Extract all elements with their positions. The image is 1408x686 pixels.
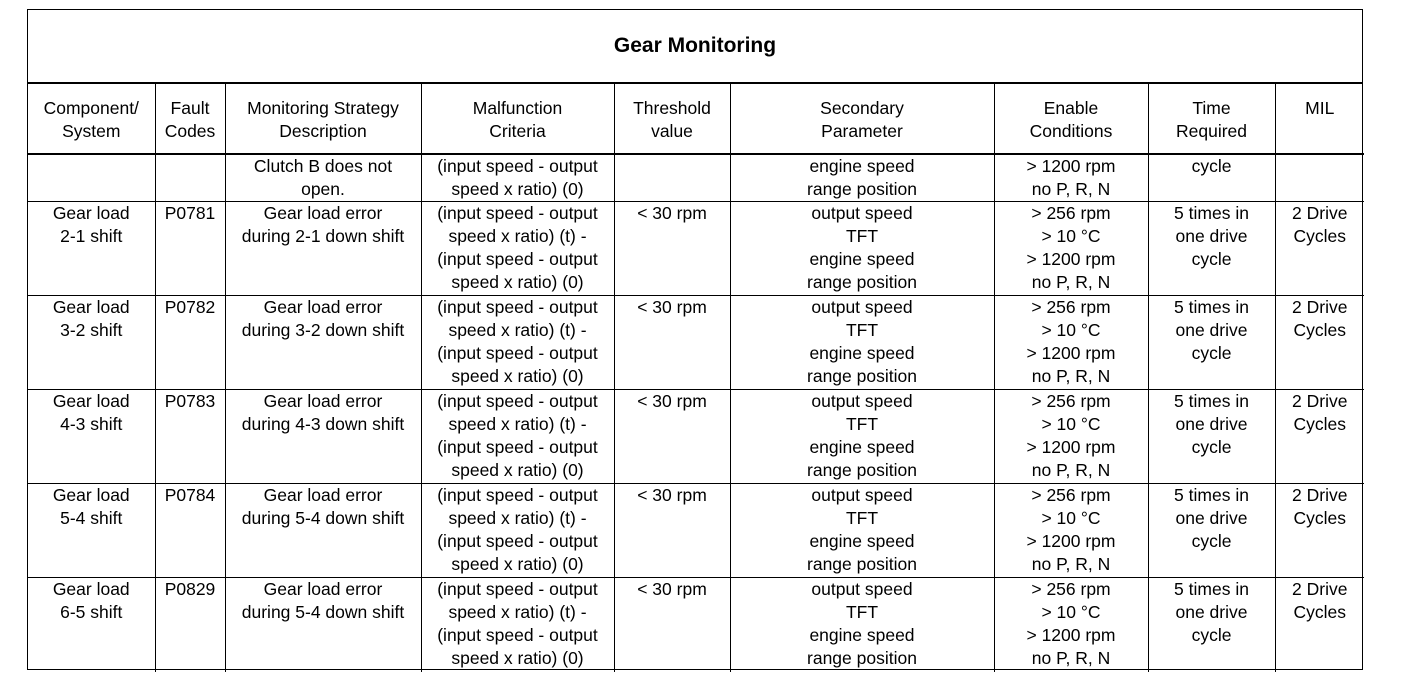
cell-secondary-parameter [730,154,994,202]
cell-mil [1275,484,1364,578]
cell-line: 2 Drive [1292,391,1348,411]
page-title: Gear Monitoring [28,10,1362,84]
cell-line: 2 Drive [1292,579,1348,599]
column-header-component-system [28,84,155,154]
cell-line: output speed [811,203,913,223]
cell-line: P0784 [164,485,216,505]
cell-line: Gear load error [263,485,383,505]
cell-line: 4-3 shift [60,414,123,434]
column-header-line: Description [279,121,367,141]
cell-line: no P, R, N [1031,648,1111,668]
cell-monitoring-strategy [225,484,421,578]
cell-line: range position [807,366,917,386]
cell-malfunction-criteria [421,484,614,578]
cell-line: > 1200 rpm [1026,625,1116,645]
cell-line: cycle [1191,531,1232,551]
cell-line: engine speed [809,249,915,269]
cell-line: one drive [1175,414,1248,434]
cell-line: (input speed - output [437,579,598,599]
cell-mil [1275,202,1364,296]
cell-line: > 1200 rpm [1026,249,1116,269]
cell-line: 5-4 shift [60,508,123,528]
cell-line: open. [301,179,345,199]
cell-line: range position [807,460,917,480]
cell-line: output speed [811,297,913,317]
cell-line: engine speed [809,343,915,363]
cell-mil [1275,154,1364,202]
cell-line: Gear load [52,391,130,411]
cell-line: (input speed - output [437,531,598,551]
cell-component-system [28,578,155,672]
cell-line: TFT [845,508,879,528]
cell-line: 2 Drive [1292,203,1348,223]
cell-secondary-parameter [730,484,994,578]
cell-enable-conditions [994,296,1148,390]
cell-line: during 2-1 down shift [241,226,405,246]
table-row [28,390,1364,484]
cell-line: < 30 rpm [637,203,707,223]
cell-line: (input speed - output [437,625,598,645]
column-header-line: Fault [170,98,210,118]
cell-line: (input speed - output [437,297,598,317]
cell-line: range position [807,179,917,199]
cell-line: one drive [1175,320,1248,340]
table-row [28,484,1364,578]
cell-line: Gear load [52,297,130,317]
cell-line: > 1200 rpm [1026,531,1116,551]
cell-line: no P, R, N [1031,554,1111,574]
column-header-line: Codes [164,121,216,141]
cell-line: Cycles [1293,226,1346,246]
table-header-row [28,84,1364,154]
cell-line: speed x ratio) (t) - [448,226,587,246]
cell-line: output speed [811,485,913,505]
cell-enable-conditions [994,484,1148,578]
cell-line: (input speed - output [437,485,598,505]
cell-line: 6-5 shift [60,602,123,622]
cell-time-required [1148,296,1275,390]
cell-line: cycle [1191,249,1232,269]
cell-line: no P, R, N [1031,460,1111,480]
column-header-line: Threshold [633,98,711,118]
cell-line: < 30 rpm [637,485,707,505]
cell-line: > 10 °C [1041,508,1101,528]
cell-mil [1275,578,1364,672]
cell-line: 2-1 shift [60,226,123,246]
cell-line: (input speed - output [437,156,598,176]
cell-threshold-value [614,484,730,578]
cell-line: (input speed - output [437,203,598,223]
column-header-mil [1275,84,1364,154]
cell-line: speed x ratio) (0) [451,460,584,480]
cell-line: > 1200 rpm [1026,343,1116,363]
cell-mil [1275,296,1364,390]
cell-line: > 256 rpm [1031,391,1111,411]
cell-malfunction-criteria [421,154,614,202]
cell-line: TFT [845,320,879,340]
cell-line: engine speed [809,156,915,176]
column-header-line: Monitoring Strategy [247,98,399,118]
cell-line: P0829 [164,579,216,599]
cell-line: Gear load error [263,391,383,411]
cell-fault-codes [155,202,225,296]
cell-line: TFT [845,414,879,434]
column-header-line: System [62,121,121,141]
column-header-line: MIL [1305,98,1335,118]
cell-line: > 10 °C [1041,226,1101,246]
cell-line: TFT [845,602,879,622]
cell-line: < 30 rpm [637,579,707,599]
cell-line: 3-2 shift [60,320,123,340]
cell-line: Cycles [1293,508,1346,528]
cell-line: Cycles [1293,602,1346,622]
cell-line: 2 Drive [1292,485,1348,505]
cell-component-system [28,202,155,296]
table-row [28,296,1364,390]
column-header-fault-codes [155,84,225,154]
cell-line: Cycles [1293,414,1346,434]
cell-time-required [1148,484,1275,578]
cell-enable-conditions [994,202,1148,296]
column-header-secondary-parameter [730,84,994,154]
cell-malfunction-criteria [421,296,614,390]
column-header-monitoring-strategy [225,84,421,154]
cell-threshold-value [614,390,730,484]
cell-line: > 10 °C [1041,320,1101,340]
cell-threshold-value [614,296,730,390]
column-header-line: Criteria [489,121,546,141]
cell-line: 5 times in [1174,297,1249,317]
cell-malfunction-criteria [421,390,614,484]
cell-line: (input speed - output [437,437,598,457]
cell-component-system [28,296,155,390]
cell-monitoring-strategy [225,202,421,296]
cell-line: 5 times in [1174,579,1249,599]
cell-fault-codes [155,390,225,484]
cell-threshold-value [614,154,730,202]
cell-line: speed x ratio) (t) - [448,320,587,340]
cell-line: Clutch B does not [253,156,393,176]
cell-line: engine speed [809,437,915,457]
cell-line: output speed [811,579,913,599]
column-header-malfunction-criteria [421,84,614,154]
cell-line: one drive [1175,508,1248,528]
cell-line: speed x ratio) (0) [451,554,584,574]
column-header-line: Enable [1043,98,1099,118]
cell-line: speed x ratio) (0) [451,179,584,199]
cell-monitoring-strategy [225,154,421,202]
cell-line: P0781 [164,203,216,223]
table-body [28,154,1364,672]
cell-component-system [28,390,155,484]
cell-line: range position [807,554,917,574]
cell-time-required [1148,154,1275,202]
column-header-enable-conditions [994,84,1148,154]
cell-line: cycle [1191,343,1232,363]
column-header-time-required [1148,84,1275,154]
column-header-line: Required [1175,121,1248,141]
column-header-line: Parameter [821,121,903,141]
column-header-threshold-value [614,84,730,154]
cell-line: during 3-2 down shift [241,320,405,340]
cell-line: engine speed [809,625,915,645]
cell-line: Gear load error [263,579,383,599]
cell-fault-codes [155,484,225,578]
cell-mil [1275,390,1364,484]
column-header-line: Secondary [820,98,904,118]
cell-line: speed x ratio) (0) [451,648,584,668]
cell-monitoring-strategy [225,390,421,484]
column-header-line: Malfunction [472,98,563,118]
cell-line: TFT [845,226,879,246]
column-header-line: value [651,121,693,141]
cell-secondary-parameter [730,202,994,296]
cell-fault-codes [155,578,225,672]
column-header-line: Component/ [43,98,139,118]
cell-line: > 10 °C [1041,414,1101,434]
cell-line: P0782 [164,297,216,317]
cell-line: < 30 rpm [637,391,707,411]
cell-line: cycle [1191,437,1232,457]
cell-line: > 256 rpm [1031,203,1111,223]
cell-line: range position [807,272,917,292]
cell-line: speed x ratio) (t) - [448,508,587,528]
cell-threshold-value [614,202,730,296]
cell-component-system [28,484,155,578]
cell-component-system [28,154,155,202]
cell-line: during 5-4 down shift [241,602,405,622]
cell-threshold-value [614,578,730,672]
cell-line: Gear load error [263,297,383,317]
cell-line: Gear load [52,203,130,223]
cell-line: during 5-4 down shift [241,508,405,528]
cell-secondary-parameter [730,296,994,390]
cell-malfunction-criteria [421,578,614,672]
cell-line: > 256 rpm [1031,485,1111,505]
cell-line: cycle [1191,625,1232,645]
table-row [28,202,1364,296]
cell-line: > 256 rpm [1031,297,1111,317]
cell-monitoring-strategy [225,296,421,390]
cell-line: 2 Drive [1292,297,1348,317]
cell-line: Gear load error [263,203,383,223]
cell-line: (input speed - output [437,249,598,269]
cell-line: > 1200 rpm [1026,437,1116,457]
cell-time-required [1148,578,1275,672]
cell-line: > 1200 rpm [1026,156,1116,176]
column-header-line: Conditions [1029,121,1113,141]
cell-line: range position [807,648,917,668]
cell-line: Gear load [52,579,130,599]
cell-line: Gear load [52,485,130,505]
cell-line: < 30 rpm [637,297,707,317]
cell-enable-conditions [994,578,1148,672]
cell-line: speed x ratio) (0) [451,366,584,386]
cell-line: engine speed [809,531,915,551]
cell-line: 5 times in [1174,485,1249,505]
cell-enable-conditions [994,390,1148,484]
cell-line: output speed [811,391,913,411]
cell-time-required [1148,202,1275,296]
column-header-line: Time [1192,98,1231,118]
cell-line: 5 times in [1174,203,1249,223]
cell-fault-codes [155,154,225,202]
cell-secondary-parameter [730,578,994,672]
cell-monitoring-strategy [225,578,421,672]
cell-fault-codes [155,296,225,390]
cell-line: Cycles [1293,320,1346,340]
cell-line: P0783 [164,391,216,411]
cell-line: (input speed - output [437,391,598,411]
table-row [28,154,1364,202]
cell-line: no P, R, N [1031,179,1111,199]
gear-monitoring-sheet [27,9,1363,670]
cell-line: no P, R, N [1031,272,1111,292]
cell-time-required [1148,390,1275,484]
cell-secondary-parameter [730,390,994,484]
cell-line: one drive [1175,602,1248,622]
cell-line: (input speed - output [437,343,598,363]
cell-line: > 256 rpm [1031,579,1111,599]
cell-line: > 10 °C [1041,602,1101,622]
cell-line: during 4-3 down shift [241,414,405,434]
cell-line: speed x ratio) (t) - [448,414,587,434]
cell-line: no P, R, N [1031,366,1111,386]
table-row [28,578,1364,672]
cell-line: one drive [1175,226,1248,246]
cell-enable-conditions [994,154,1148,202]
cell-line: speed x ratio) (t) - [448,602,587,622]
cell-malfunction-criteria [421,202,614,296]
gear-monitoring-table [28,84,1364,672]
cell-line: speed x ratio) (0) [451,272,584,292]
cell-line: cycle [1191,156,1232,176]
cell-line: 5 times in [1174,391,1249,411]
